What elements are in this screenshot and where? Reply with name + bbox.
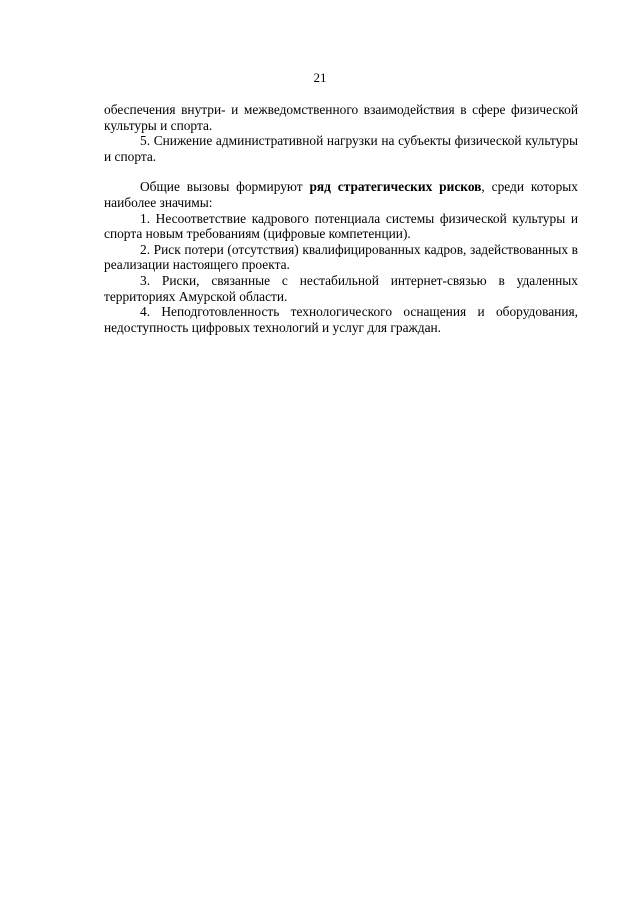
risk-item-3: 3. Риски, связанные с нестабильной интернет-связью в удаленных территориях Амурской области. (104, 272, 578, 304)
paragraph-strategic-risks-intro (104, 179, 578, 210)
paragraph-interagency-cooperation: обеспечения внутри- и межведомственного взаимодействия в сфере физической культуры и спорта. (104, 102, 578, 133)
paragraph-spacer (104, 164, 578, 179)
document-body (104, 102, 578, 335)
intro-text-bold: ряд стратегических рисков (309, 179, 482, 195)
risk-item-4: 4. Неподготовленность технологического оснащения и оборудования, недоступность цифровых технологий и услуг для граждан. (104, 304, 578, 335)
risk-item-1: 1. Несоответствие кадрового потенциала системы физической культуры и спорта новым требованиям (цифровые компетенции). (104, 210, 578, 242)
paragraph-item-5: 5. Снижение административной нагрузки на субъекты физической культуры и спорта. (104, 133, 578, 164)
risk-item-2: 2. Риск потери (отсутствия) квалифицированных кадров, задействованных в реализации настоящего проекта. (104, 241, 578, 273)
intro-text-start: Общие вызовы формируют (140, 179, 310, 195)
intro-text-end: , среди которых наиболее значимы: (104, 179, 578, 210)
page-number: 21 (313, 70, 327, 85)
